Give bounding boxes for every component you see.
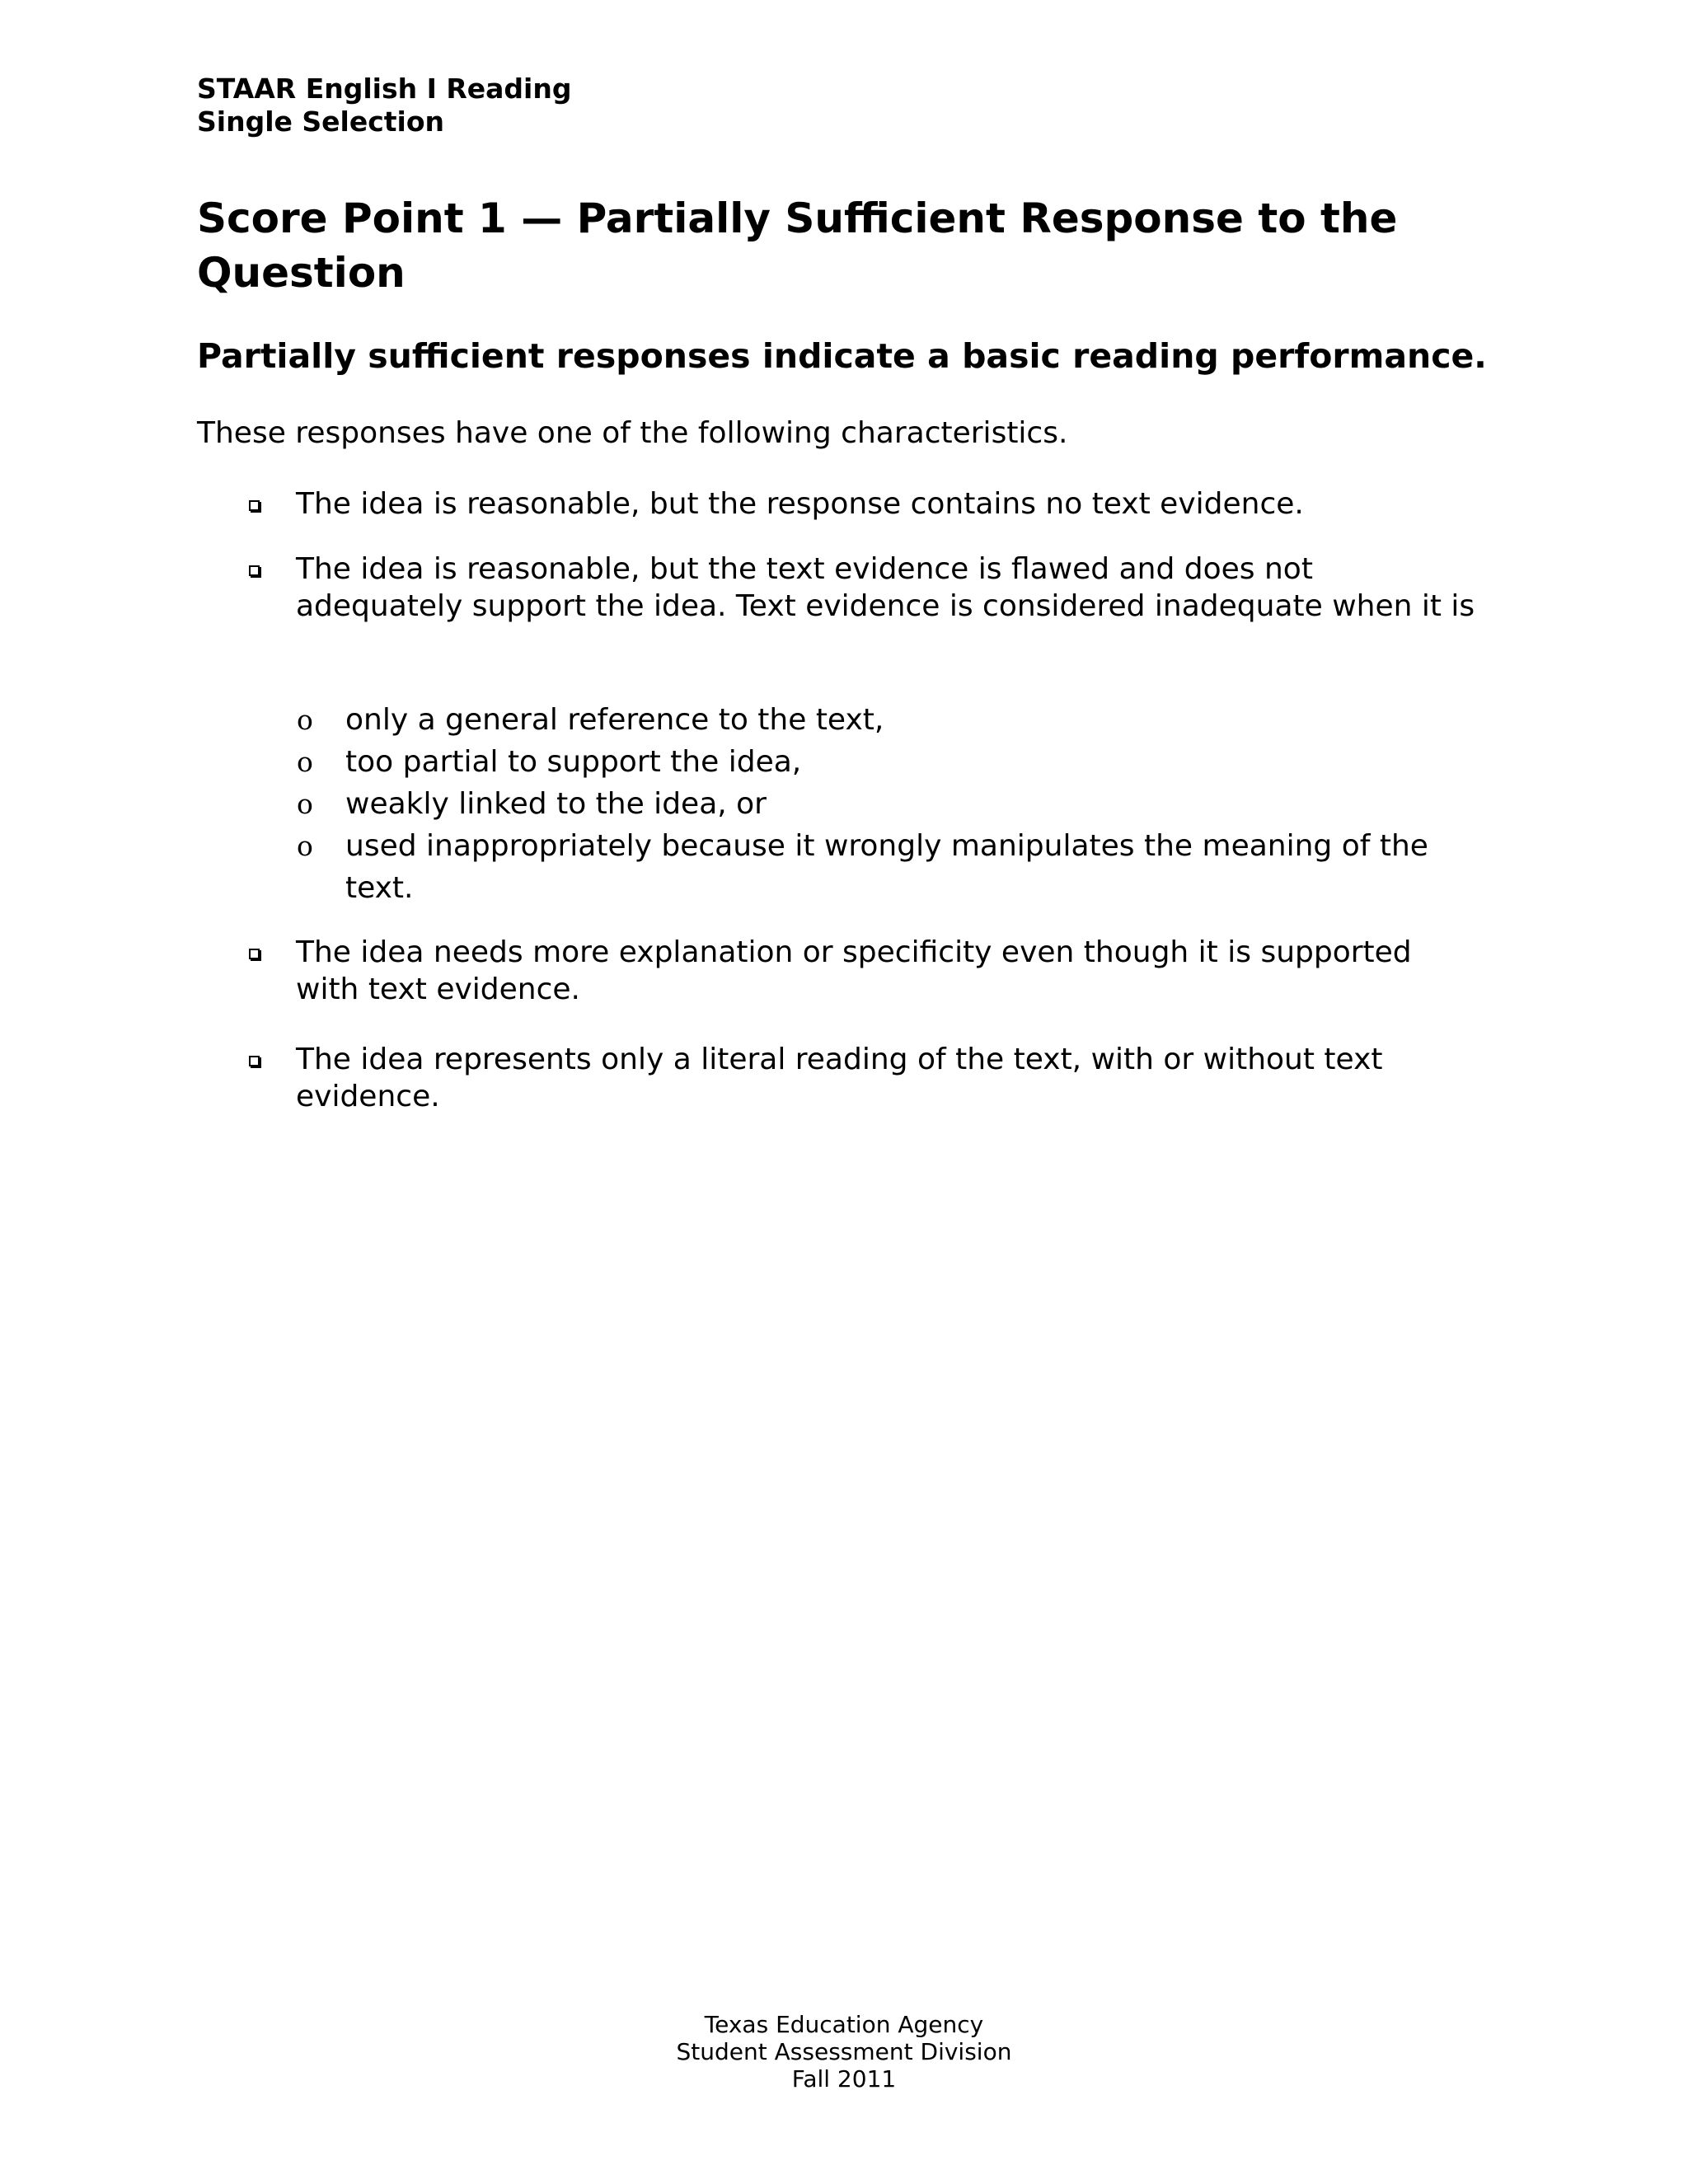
- sub-bullet-list: [197, 699, 1483, 909]
- sub-bullet-text: weakly linked to the idea, or: [345, 787, 767, 821]
- circle-bullet-icon: o: [297, 788, 313, 820]
- footer-line-3: Fall 2011: [791, 2065, 897, 2093]
- checkbox-bullet-icon: [249, 1056, 260, 1066]
- bullet-text: The idea is reasonable, but the text evidence is flawed and does not adequately support the idea. Text evidence is considered inadequate when it is: [296, 552, 1475, 623]
- circle-bullet-icon: o: [297, 830, 313, 862]
- sub-bullet-text: too partial to support the idea,: [345, 745, 802, 779]
- circle-bullet-icon: o: [297, 746, 313, 778]
- header-line-2: Single Selection: [197, 105, 445, 138]
- bullet-text: The idea represents only a literal reading of the text, with or without text evidence.: [296, 1043, 1383, 1113]
- footer-line-2: Student Assessment Division: [676, 2038, 1012, 2065]
- sub-bullet-item: [197, 741, 1483, 783]
- sub-bullet-text: only a general reference to the text,: [345, 703, 884, 737]
- header-line-1: STAAR English I Reading: [197, 73, 572, 105]
- sub-bullet-item: [197, 699, 1483, 741]
- intro-paragraph: These responses have one of the following characteristics.: [197, 416, 1068, 450]
- circle-bullet-icon: o: [297, 704, 313, 736]
- page-header: [197, 73, 571, 138]
- bullet-text: The idea is reasonable, but the response contains no text evidence.: [296, 487, 1304, 521]
- footer-line-1: Texas Education Agency: [704, 2011, 984, 2038]
- section-subtitle: Partially sufficient responses indicate a basic reading performance.: [197, 336, 1487, 376]
- bullet-text: The idea needs more explanation or specificity even though it is supported with text evidence.: [296, 935, 1412, 1006]
- checkbox-bullet-icon: [249, 500, 260, 511]
- page-footer: [0, 2011, 1688, 2093]
- sub-bullet-text: used inappropriately because it wrongly manipulates the meaning of the text.: [345, 829, 1428, 905]
- checkbox-bullet-icon: [249, 565, 260, 576]
- sub-bullet-item: [197, 783, 1483, 825]
- checkbox-bullet-icon: [249, 949, 260, 959]
- sub-bullet-item: [197, 825, 1483, 909]
- page-title: Score Point 1 — Partially Sufficient Response to the Question: [197, 194, 1398, 297]
